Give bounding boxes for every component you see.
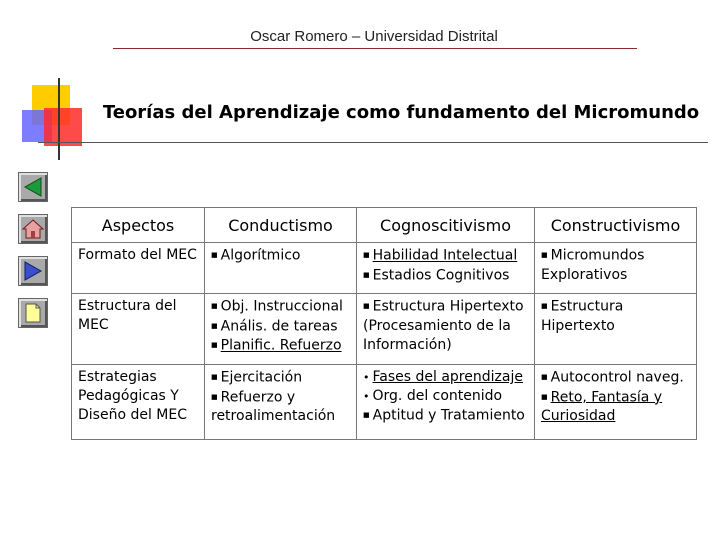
- list-item: ■ Estadios Cognitivos: [363, 267, 510, 283]
- house-icon: [21, 217, 45, 241]
- list-item[interactable]: ■ Habilidad Intelectual: [363, 247, 518, 264]
- list-item: ■ Autocontrol naveg.: [541, 369, 684, 386]
- list-item: ■ Aptitud y Tratamiento: [363, 407, 525, 424]
- slide-title: Teorías del Aprendizaje como fundamento del Micromundo: [102, 102, 700, 123]
- list-item: ■ Obj. Instruccional: [211, 298, 343, 315]
- comparison-table: [71, 207, 697, 440]
- cognoscitivismo-cell: [357, 294, 535, 365]
- page-icon: [21, 301, 45, 325]
- constructivismo-cell: [535, 243, 697, 294]
- conductismo-cell: [205, 294, 357, 365]
- conductismo-cell: [205, 243, 357, 294]
- list-item: ■ Estructura Hipertexto (Procesamiento de la Información): [363, 298, 524, 353]
- aspect-cell: Formato del MEC: [72, 243, 205, 294]
- next-button[interactable]: [18, 256, 48, 286]
- table-row: [72, 294, 697, 365]
- header-conductismo: Conductismo: [205, 208, 357, 243]
- list-item[interactable]: ■ Planific. Refuerzo: [211, 337, 342, 354]
- list-item[interactable]: • Fases del aprendizaje: [363, 369, 523, 385]
- aspect-cell: Estructura del MEC: [72, 294, 205, 365]
- table-row: [72, 365, 697, 440]
- back-button[interactable]: [18, 172, 48, 202]
- left-triangle-icon: [21, 175, 45, 199]
- title-underline: [38, 142, 708, 143]
- aspect-cell: Estrategias Pedagógicas Y Diseño del MEC: [72, 365, 205, 440]
- cognoscitivismo-cell: [357, 365, 535, 440]
- decorative-red-square: [44, 108, 82, 146]
- list-item: ■ Refuerzo y retroalimentación: [211, 389, 336, 424]
- document-button[interactable]: [18, 298, 48, 328]
- right-triangle-icon: [21, 259, 45, 283]
- conductismo-cell: [205, 365, 357, 440]
- list-item: ■ Micromundos Explorativos: [541, 247, 645, 283]
- constructivismo-cell: [535, 365, 697, 440]
- header-text: Oscar Romero – Universidad Distrital: [250, 28, 498, 45]
- header-constructivismo: Constructivismo: [535, 208, 697, 243]
- table-header-row: [72, 208, 697, 243]
- header-cognoscitivismo: Cognoscitivismo: [357, 208, 535, 243]
- list-item: ■ Ejercitación: [211, 369, 303, 386]
- header-aspectos: Aspectos: [72, 208, 205, 243]
- decorative-vertical-line: [58, 78, 60, 160]
- list-item[interactable]: ■ Reto, Fantasía y Curiosidad: [541, 389, 663, 424]
- list-item: ■ Estructura Hipertexto: [541, 298, 624, 334]
- list-item: ■ Anális. de tareas: [211, 318, 338, 334]
- home-button[interactable]: [18, 214, 48, 244]
- list-item: • Org. del contenido: [363, 388, 503, 404]
- cognoscitivismo-cell: [357, 243, 535, 294]
- table-row: [72, 243, 697, 294]
- list-item: ■ Algorítmico: [211, 247, 301, 264]
- constructivismo-cell: [535, 294, 697, 365]
- header-rule: [113, 48, 637, 49]
